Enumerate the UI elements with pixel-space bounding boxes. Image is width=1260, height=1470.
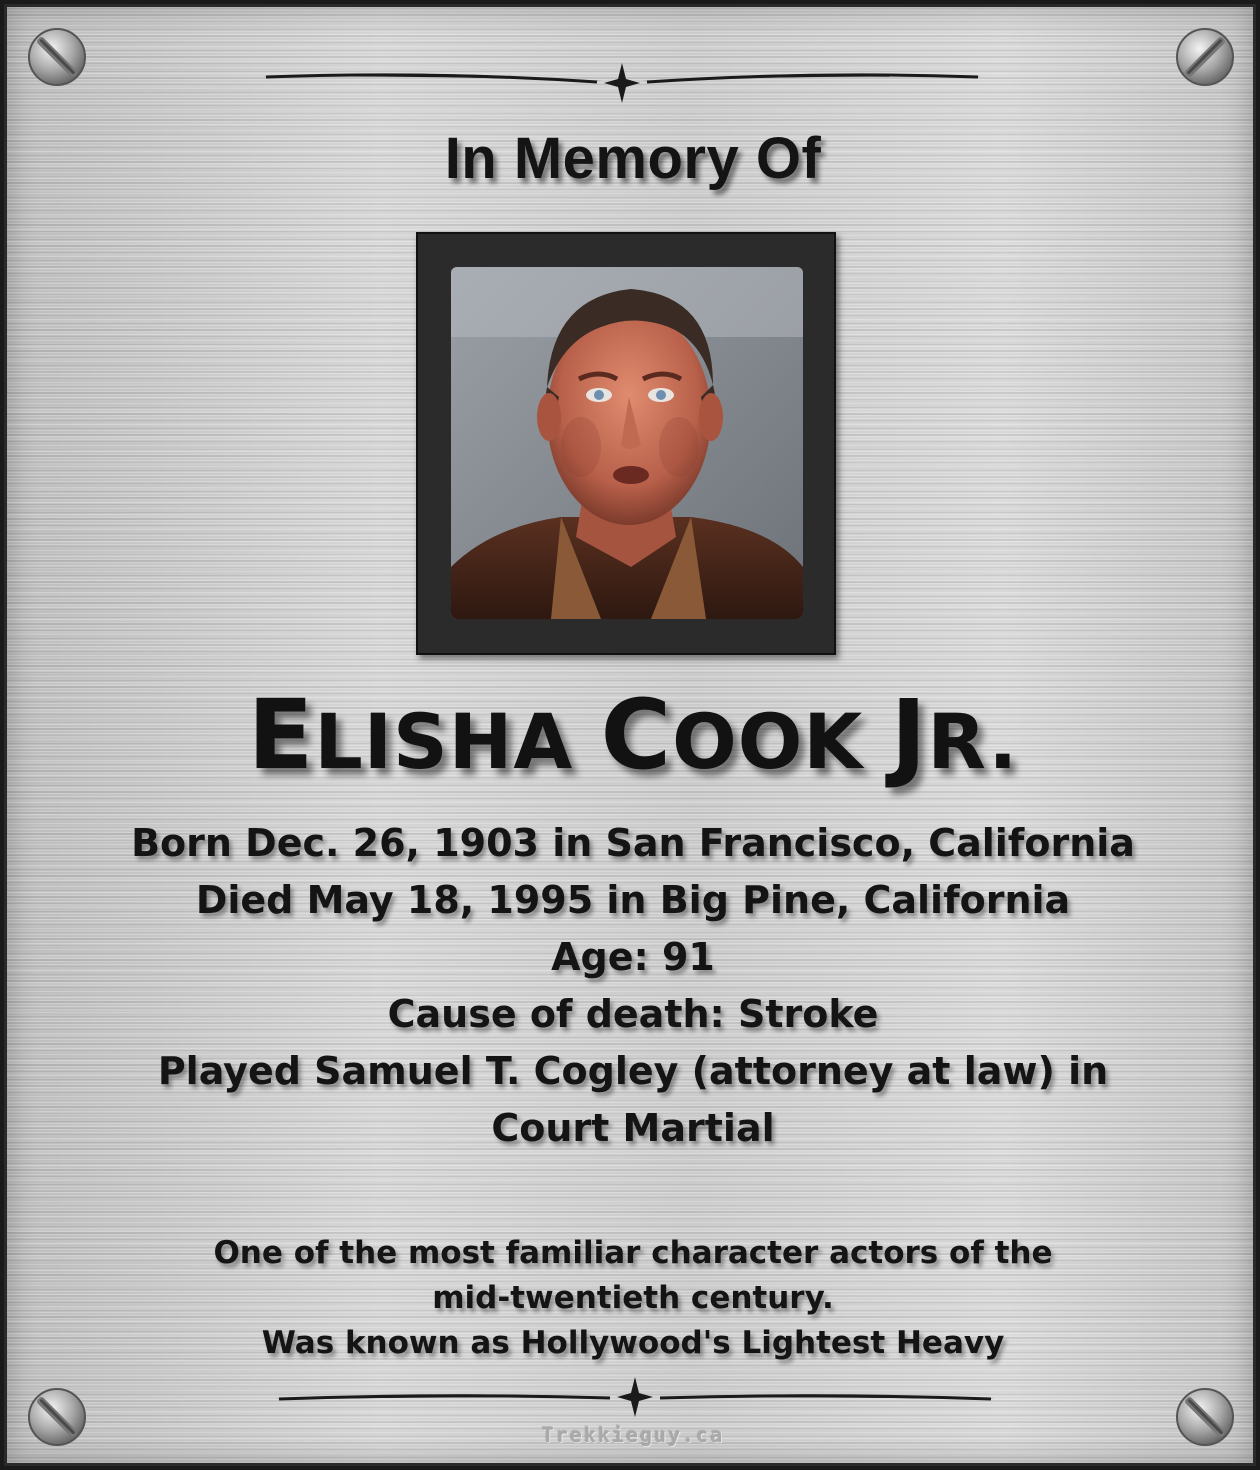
role-line: Played Samuel T. Cogley (attorney at law) in — [157, 1049, 1109, 1093]
portrait-photo — [451, 267, 803, 619]
episode-line: Court Martial — [491, 1106, 775, 1150]
memorial-plaque — [4, 4, 1256, 1466]
birth-line: Born Dec. 26, 1903 in San Francisco, California — [131, 821, 1135, 865]
name-initial: J — [890, 679, 928, 791]
death-line: Died May 18, 1995 in Big Pine, California — [195, 878, 1071, 922]
bio-line: mid-twentieth century. — [432, 1280, 834, 1316]
watermark: Trekkieguy.ca — [541, 1423, 725, 1447]
portrait-frame — [416, 232, 836, 655]
name-part: LISHA — [314, 697, 601, 786]
name-part: R. — [927, 697, 1019, 786]
bio-line: One of the most familiar character actors of the — [213, 1235, 1053, 1271]
cause-line: Cause of death: Stroke — [387, 992, 879, 1036]
flourish-divider — [262, 63, 982, 103]
name-initial: E — [247, 679, 315, 791]
bio-block — [7, 1231, 1259, 1366]
name-initial: C — [600, 679, 673, 791]
screw-icon — [1173, 25, 1237, 89]
bio-line: Was known as Hollywood's Lightest Heavy — [261, 1325, 1005, 1361]
person-name — [7, 679, 1259, 791]
flourish-divider — [275, 1377, 995, 1417]
name-part: OOK — [672, 697, 891, 786]
facts-block — [7, 815, 1259, 1157]
screw-icon — [25, 25, 89, 89]
age-line: Age: 91 — [551, 935, 715, 979]
memorial-heading: In Memory Of — [444, 126, 822, 191]
